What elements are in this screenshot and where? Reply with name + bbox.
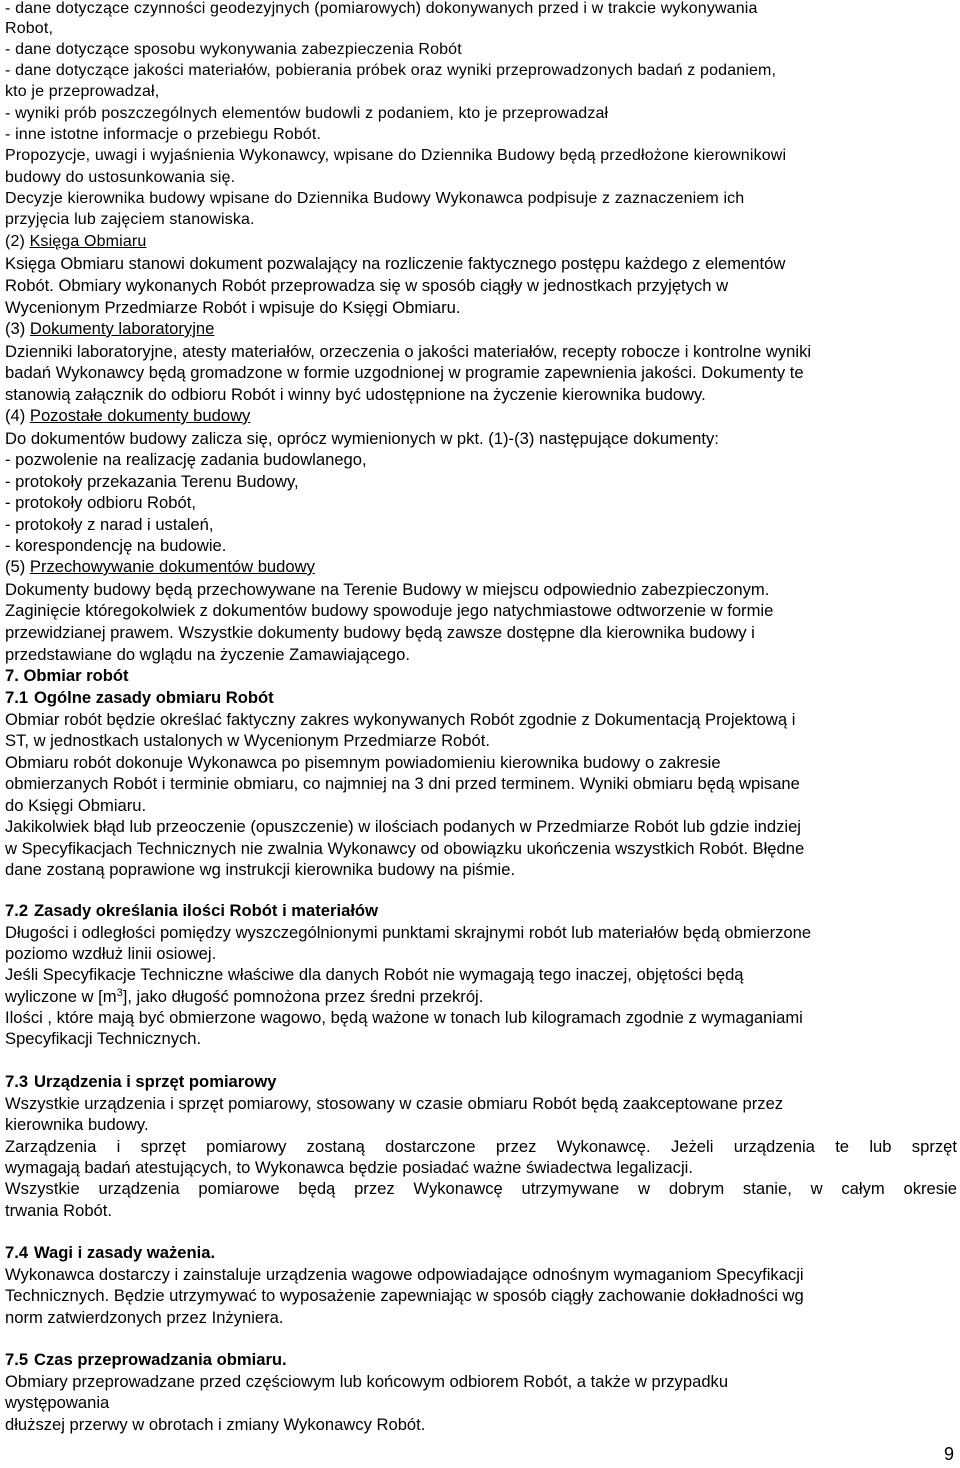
subsection-heading — [5, 405, 957, 427]
section-title: Zasady określania ilości Robót i materiałów — [34, 901, 378, 920]
section-heading — [5, 687, 957, 709]
text-line: stanowią załącznik do odbioru Robót i winny być udostępnione na życzenie kierownika budowy. — [5, 385, 706, 404]
section-title: Urządzenia i sprzęt pomiarowy — [34, 1072, 277, 1091]
list-item: - protokoły z narad i ustaleń, — [5, 515, 214, 534]
text-line: ST, w jednostkach ustalonych w Wycenionym Przedmiarze Robót. — [5, 731, 490, 750]
text-line: Technicznych. Będzie utrzymywać to wyposażenie zapewniając w sposób ciągły zachowanie dokładności wg — [5, 1286, 804, 1305]
text-line: Dokumenty budowy będą przechowywane na Terenie Budowy w miejscu odpowiednio zabezpieczonym. — [5, 580, 770, 599]
text-line: występowania — [5, 1393, 110, 1412]
section-number: 7.5 — [5, 1350, 29, 1369]
text-line: Zaginięcie któregokolwiek z dokumentów budowy spowoduje jego natychmiastowe odtworzenie w formie — [5, 601, 774, 620]
page-number: 9 — [944, 1444, 955, 1464]
text-line: Robót. Obmiary wykonanych Robót przeprowadza się w sposób ciągły w jednostkach przyjętych w — [5, 276, 729, 295]
text-line: przedstawiane do wglądu na życzenie Zamawiającego. — [5, 645, 410, 664]
list-item: - korespondencję na budowie. — [5, 536, 227, 555]
text-line: - inne istotne informacje o przebiegu Robót. — [5, 126, 322, 143]
list-item: - protokoły przekazania Terenu Budowy, — [5, 472, 299, 491]
section-number: 7.1 — [5, 688, 29, 707]
text-line: budowy do ustosunkowania się. — [5, 169, 236, 186]
text-line: Długości i odległości pomiędzy wyszczególnionymi punktami skrajnymi robót lub materiałów będą obmierzone — [5, 923, 812, 942]
text-line: Zarządzenia i sprzęt pomiarowy zostaną dostarczone przez Wykonawcę. Jeżeli urządzenia te lub sprzęt — [5, 1137, 957, 1156]
subsection-heading — [5, 318, 957, 340]
text-line: - dane dotyczące jakości materiałów, pobierania próbek oraz wyniki przeprowadzonych badań z podaniem, — [5, 62, 777, 79]
text-line: dłuższej przerwy w obrotach i zmiany Wykonawcy Robót. — [5, 1415, 426, 1434]
subsection-number: (5) — [5, 557, 30, 576]
text-line: przyjęcia lub zajęciem stanowiska. — [5, 211, 255, 228]
subsection-title: Pozostałe dokumenty budowy — [29, 406, 251, 425]
subsection-heading — [5, 556, 957, 578]
subsection-title: Księga Obmiaru — [29, 233, 147, 250]
text-line: Propozycje, uwagi i wyjaśnienia Wykonawcy, wpisane do Dziennika Budowy będą przedłożone kierownikowi — [5, 147, 787, 164]
subsection-number: (3) — [5, 319, 30, 338]
section-number: 7.4 — [5, 1243, 29, 1262]
section-heading — [5, 900, 957, 922]
text-line: Wykonawca dostarczy i zainstaluje urządzenia wagowe odpowiadające odnośnym wymaganiom Specyfikacji — [5, 1265, 804, 1284]
section-heading — [5, 1071, 957, 1093]
subsection-title: Dokumenty laboratoryjne — [29, 319, 215, 338]
text-line: norm zatwierdzonych przez Inżyniera. — [5, 1308, 284, 1327]
text-line: dane zostaną poprawione wg instrukcji kierownika budowy na piśmie. — [5, 860, 516, 879]
text-line: Specyfikacji Technicznych. — [5, 1029, 202, 1048]
section-title: Ogólne zasady obmiaru Robót — [34, 688, 274, 707]
text-line: kierownika budowy. — [5, 1115, 149, 1134]
text-line: Wszystkie urządzenia i sprzęt pomiarowy, stosowany w czasie obmiaru Robót będą zaakceptowane przez — [5, 1094, 784, 1113]
text-line: wymagają badań atestujących, to Wykonawca będzie posiadać ważne świadectwa legalizacji. — [5, 1158, 693, 1177]
text-line — [5, 986, 957, 1008]
text-line: przewidzianej prawem. Wszystkie dokumenty budowy będą zawsze dostępne dla kierownika budowy i — [5, 623, 755, 642]
text-line: Obmiaru robót dokonuje Wykonawca po pisemnym powiadomieniu kierownika budowy o zakresie — [5, 753, 721, 772]
section-title: Wagi i zasady ważenia. — [34, 1243, 216, 1262]
text-line: Do dokumentów budowy zalicza się, oprócz wymienionych w pkt. (1)-(3) następujące dokumenty: — [5, 429, 719, 448]
subsection-number: (4) — [5, 406, 30, 425]
text-line: Decyzje kierownika budowy wpisane do Dziennika Budowy Wykonawca podpisuje z zaznaczeniem ich — [5, 190, 745, 207]
text-line: Robot, — [5, 20, 54, 37]
text-line: - wyniki prób poszczególnych elementów budowli z podaniem, kto je przeprowadzał — [5, 105, 609, 122]
subsection-number: (2) — [5, 233, 30, 250]
superscript: 3 — [116, 987, 123, 999]
section-number: 7.2 — [5, 901, 29, 920]
text-line: Ilości , które mają być obmierzone wagowo, będą ważone w tonach lub kilogramach zgodnie z wymaganiami — [5, 1008, 803, 1027]
subsection-heading — [5, 231, 957, 253]
text-line: Jakikolwiek błąd lub przeoczenie (opuszczenie) w ilościach podanych w Przedmiarze Robót lub gdzie indziej — [5, 817, 801, 836]
text-line: Dzienniki laboratoryjne, atesty materiałów, orzeczenia o jakości materiałów, recepty robocze i kontrolne wyniki — [5, 342, 812, 361]
list-item: - protokoły odbioru Robót, — [5, 493, 196, 512]
list-item: - pozwolenie na realizację zadania budowlanego, — [5, 450, 367, 469]
section-number: 7.3 — [5, 1072, 29, 1091]
text-line: Wszystkie urządzenia pomiarowe będą przez Wykonawcę utrzymywane w dobrym stanie, w całym okresie — [5, 1179, 957, 1198]
text-line: Wycenionym Przedmiarze Robót i wpisuje do Księgi Obmiaru. — [5, 298, 461, 317]
subsection-title: Przechowywanie dokumentów budowy — [29, 557, 315, 576]
section-heading — [5, 1242, 957, 1264]
text-line: Księga Obmiaru stanowi dokument pozwalający na rozliczenie faktycznego postępu każdego z elementów — [5, 254, 786, 273]
text-line: Obmiary przeprowadzane przed częściowym lub końcowym odbiorem Robót, a także w przypadku — [5, 1372, 729, 1391]
text-line: do Księgi Obmiaru. — [5, 796, 147, 815]
text-line: - dane dotyczące sposobu wykonywania zabezpieczenia Robót — [5, 41, 462, 58]
text-line: Jeśli Specyfikacje Techniczne właściwe dla danych Robót nie wymagają tego inaczej, objętości będą — [5, 965, 744, 984]
text-line: obmierzanych Robót i terminie obmiaru, co najmniej na 3 dni przed terminem. Wyniki obmiaru będą wpisane — [5, 774, 800, 793]
text-line: w Specyfikacjach Technicznych nie zwalnia Wykonawcy od obowiązku ukończenia wszystkich Robót. Błędne — [5, 839, 805, 858]
section-heading — [5, 1349, 957, 1371]
text-line: - dane dotyczące czynności geodezyjnych (pomiarowych) dokonywanych przed i w trakcie wykonywania — [5, 0, 758, 17]
section-title: Czas przeprowadzania obmiaru. — [34, 1350, 287, 1369]
text-fragment: ], jako długość pomnożona przez średni przekrój. — [122, 987, 484, 1006]
section-heading: 7. Obmiar robót — [5, 666, 129, 685]
text-line: kto je przeprowadzał, — [5, 83, 160, 100]
text-line: Obmiar robót będzie określać faktyczny zakres wykonywanych Robót zgodnie z Dokumentacją Projektową i — [5, 710, 796, 729]
text-line: trwania Robót. — [5, 1201, 112, 1220]
text-line: poziomo wzdłuż linii osiowej. — [5, 944, 217, 963]
text-fragment: wyliczone w [m — [5, 987, 117, 1006]
text-line: badań Wykonawcy będą gromadzone w formie uzgodnionej w programie zapewnienia jakości. Dokumenty te — [5, 363, 804, 382]
